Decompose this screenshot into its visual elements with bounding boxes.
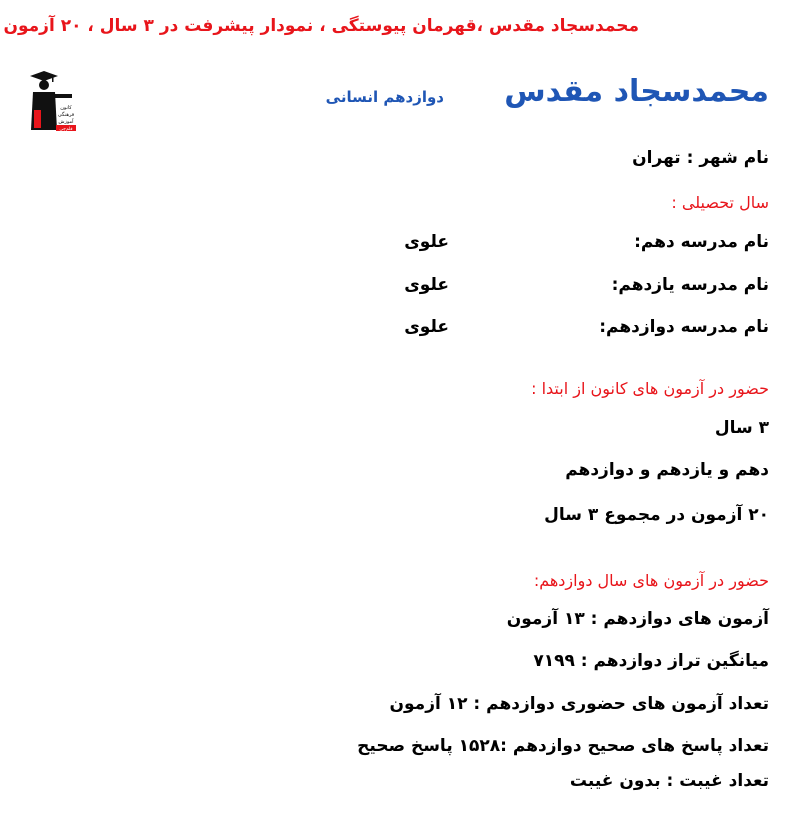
logo-text-line-3: آموزش (58, 119, 74, 125)
attendance-years: ۳ سال (714, 418, 769, 438)
average-taraz-12: میانگین تراز دوازدهم : ۷۱۹۹ (533, 651, 769, 671)
student-name: محمدسجاد مقدس (504, 74, 769, 109)
logo-text-line-2: فرهنگی (57, 112, 75, 118)
logo-text-line-1: کانون (60, 105, 72, 111)
school-12-value: علوی (404, 317, 449, 337)
in-person-exams-12: تعداد آزمون های حضوری دوازدهم : ۱۲ آزمون (389, 694, 769, 714)
school-10-label: نام مدرسه دهم: (634, 232, 769, 252)
attendance-grades: دهم و یازدهم و دوازدهم (565, 460, 769, 480)
graduate-figure-icon (28, 66, 80, 132)
education-years-title: سال تحصیلی : (671, 193, 769, 212)
student-grade: دوازدهم انسانی (325, 88, 444, 106)
school-11-value: علوی (404, 275, 449, 295)
correct-answers-12: تعداد پاسخ های صحیح دوازدهم :۱۵۲۸ پاسخ صحیح (357, 736, 769, 756)
absence-count: تعداد غیبت : بدون غیبت (569, 771, 769, 791)
attendance-exams-total: ۲۰ آزمون در مجموع ۳ سال (544, 505, 769, 525)
school-12-label: نام مدرسه دوازدهم: (599, 317, 769, 337)
school-10-value: علوی (404, 232, 449, 252)
logo-text-line-4: قلم‌چی (59, 126, 73, 132)
attendance-12-title: حضور در آزمون های سال دوازدهم: (533, 571, 769, 590)
page-headline: محمدسجاد مقدس ،قهرمان پیوستگی ، نمودار پیشرفت در ۳ سال ، ۲۰ آزمون (3, 16, 639, 36)
attendance-total-title: حضور در آزمون های کانون از ابتدا : (531, 379, 769, 398)
city-line: نام شهر : تهران (632, 148, 769, 168)
exams-12-count: آزمون های دوازدهم : ۱۳ آزمون (506, 609, 769, 629)
graduate-logo-icon (28, 66, 80, 132)
school-11-label: نام مدرسه یازدهم: (611, 275, 769, 295)
